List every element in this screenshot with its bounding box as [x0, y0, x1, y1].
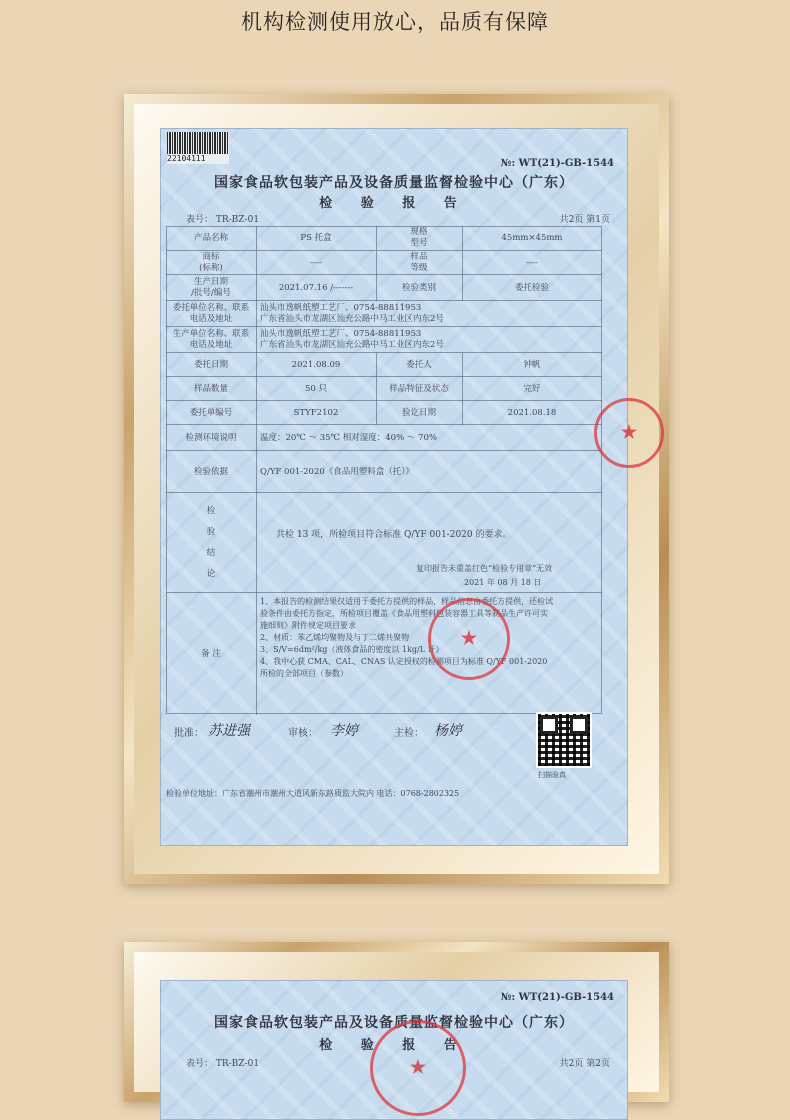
qr-caption: 扫描验真: [538, 771, 566, 779]
row-label: 样品数量: [193, 383, 228, 394]
conclusion-text: 共检 13 项，所检项目符合标准 Q/YF 001-2020 的要求。: [276, 530, 512, 540]
conclusion-label-char: 验: [206, 527, 216, 537]
row-label: 委托单编号: [189, 407, 233, 418]
table-row: [166, 424, 602, 451]
row-value: 温度：20℃ ～ 35℃ 相对湿度：40% ～ 70%: [260, 432, 437, 443]
table-divider: [376, 251, 377, 275]
row-value: STYF2102: [293, 407, 339, 418]
row-label-secondary: 验讫日期: [401, 407, 436, 418]
approve-label: 批准：: [174, 728, 204, 739]
table-row: [166, 226, 602, 250]
review-signature: 李婷: [330, 723, 358, 739]
row-label: 产品名称: [193, 232, 228, 243]
certificate-document-2: [160, 980, 628, 1120]
red-seal-edge: ★: [594, 398, 664, 468]
table-divider: [376, 226, 377, 250]
row-value: 50 只: [304, 383, 328, 394]
remarks-label: 备 注: [201, 648, 221, 659]
certificate-frame-2: [124, 942, 669, 1102]
row-value: 汕头市逸帆纸塑工艺厂、0754-88811953 广东省汕头市龙湖区汕充公路中马工业区内东2号: [260, 329, 444, 350]
row-label-secondary: 检验类别: [401, 282, 436, 293]
row-label: 生产日期 /批号/编号: [191, 277, 231, 298]
report-table: [166, 226, 602, 714]
remarks-section: [166, 592, 602, 715]
row-value: 汕头市逸帆纸塑工艺厂、0754-88811953 广东省汕头市龙湖区汕充公路中马工业区内东2号: [260, 303, 444, 324]
table-row: [166, 376, 602, 401]
table-row: [166, 400, 602, 425]
table-row: [166, 326, 602, 353]
row-label-secondary: 规格 型号: [410, 227, 428, 248]
row-value: 2021.07.16 /-------: [278, 282, 354, 293]
remarks-line: 3、S/V=6dm²/kg（液体食品的密度以 1kg/L 计）: [260, 645, 444, 654]
conclusion-label-char: 检: [206, 506, 216, 516]
remarks-line: 2、材质：苯乙烯均聚物及与丁二烯共聚物: [260, 633, 410, 642]
table-row: [166, 352, 602, 377]
row-label: 商标 (标称): [199, 252, 223, 273]
table-divider: [376, 353, 377, 377]
row-label: 委托单位名称、联系 电话及地址: [172, 303, 250, 324]
row-label: 检验依据: [193, 466, 228, 477]
page-headline: 机构检测使用放心，品质有保障: [241, 10, 549, 34]
chief-inspector-label: 主检：: [394, 728, 424, 739]
report-title: 检 验 报 告: [319, 196, 469, 211]
table-divider: [376, 377, 377, 401]
form-number: 表号： TR-BZ-01: [186, 215, 260, 225]
table-row: [166, 300, 602, 327]
row-label-secondary: 委托人: [406, 359, 432, 370]
barcode-number: 22104111: [167, 154, 229, 164]
row-label: 检测环境说明: [185, 432, 237, 443]
conclusion-note: 复印报告未重盖红色“检验专用章”无效: [416, 564, 553, 573]
report-title: 检 验 报 告: [319, 1038, 469, 1053]
table-divider: [462, 251, 463, 275]
red-seal: ★: [370, 1020, 466, 1116]
row-value: Q/YF 001-2020《食品用塑料盒（托）》: [260, 466, 415, 477]
remarks-line: 1、本报告的检测结果仅适用于委托方提供的样品，样品信息由委托方提供，还检试: [260, 597, 554, 606]
row-value: PS 托盒: [300, 232, 332, 243]
row-label-secondary: 样品特征及状态: [389, 383, 449, 394]
row-value-secondary: 完好: [523, 383, 541, 394]
table-divider: [256, 493, 257, 593]
row-value-secondary: 委托检验: [514, 282, 549, 293]
row-value-secondary: 2021.08.18: [507, 407, 557, 418]
red-inspection-seal: ★: [428, 598, 510, 680]
page-info: 共2页 第2页: [559, 1059, 610, 1069]
lab-address: 检验单位地址：广东省潮州市潮州大道风新东路质监大院内 电话：0768-2802325: [166, 789, 460, 798]
page-info: 共2页 第1页: [559, 215, 610, 225]
review-label: 审核：: [288, 728, 318, 739]
table-divider: [376, 275, 377, 301]
certificate-frame-1: [124, 94, 669, 884]
conclusion-label: [166, 493, 256, 593]
row-label: 生产单位名称、联系 电话及地址: [172, 329, 250, 350]
table-row: [166, 274, 602, 301]
organization-name: 国家食品软包装产品及设备质量监督检验中心（广东）: [214, 175, 574, 191]
conclusion-section: [166, 492, 602, 593]
remarks-line: 验条件由委托方指定，所检项目覆盖《食品用塑料包装容器工具等制品生产许可实: [260, 609, 548, 618]
row-value: 2021.08.09: [291, 359, 341, 370]
document-number: №: WT(21)-GB-1544: [500, 158, 614, 169]
document-number: №: WT(21)-GB-1544: [500, 992, 614, 1003]
approve-signature: 苏进强: [208, 723, 250, 739]
conclusion-label-char: 结: [206, 548, 216, 558]
table-divider: [462, 275, 463, 301]
organization-name: 国家食品软包装产品及设备质量监督检验中心（广东）: [214, 1015, 574, 1031]
table-row: [166, 450, 602, 493]
table-divider: [462, 226, 463, 250]
conclusion-date: 2021 年 08 月 18 日: [464, 578, 542, 587]
table-divider: [462, 377, 463, 401]
row-value-secondary: 45mm×45mm: [501, 232, 563, 243]
table-divider: [462, 401, 463, 425]
row-label: 委托日期: [193, 359, 228, 370]
certificate-document-1: [160, 128, 638, 846]
row-value-secondary: ----: [526, 257, 538, 268]
remarks-line: 施细则》附件规定项目要求: [260, 621, 356, 630]
form-number: 表号： TR-BZ-01: [186, 1059, 260, 1069]
row-label-secondary: 样品 等级: [410, 252, 428, 273]
table-divider: [256, 593, 257, 715]
table-row: [166, 250, 602, 275]
row-value-secondary: 钟帆: [523, 359, 541, 370]
table-divider: [462, 353, 463, 377]
row-value: ----: [310, 257, 322, 268]
table-divider: [376, 401, 377, 425]
verification-qr-code[interactable]: [536, 712, 592, 768]
remarks-line: 所检的全部项目（参数）: [260, 669, 348, 678]
chief-inspector-signature: 杨婷: [434, 723, 462, 739]
conclusion-label-char: 论: [206, 569, 216, 579]
remarks-line: 4、我中心获 CMA、CAL、CNAS 认定授权的检测项目为标准 Q/YF 001-2020: [260, 657, 548, 666]
